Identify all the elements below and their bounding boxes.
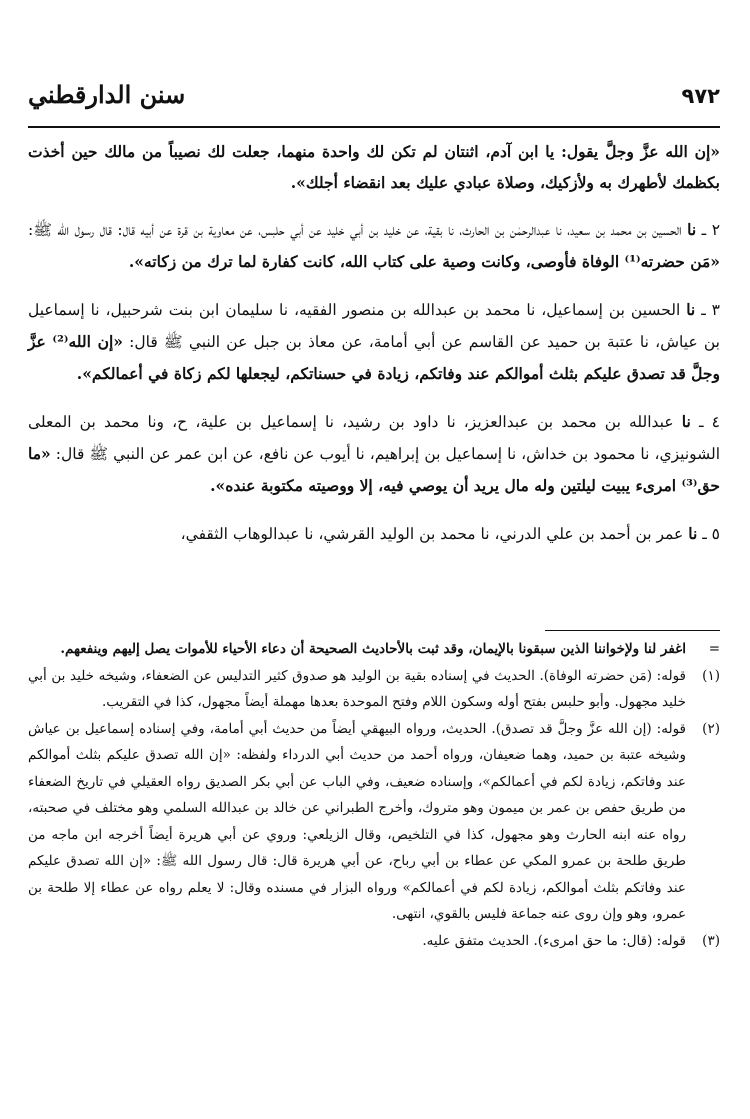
footnote-3 (28, 928, 720, 955)
footnote-marker: (٣) (702, 932, 720, 949)
hadith-matn: «إن الله⁽²⁾ عزَّ وجلَّ قد تصدق عليكم بثلث أموالكم عند وفاتكم، زيادة في حسناتكم، ليجعلها لكم زكاة في أعمالكم». (28, 332, 720, 383)
paragraph-number: ٥ ـ (702, 525, 720, 543)
paragraph-number: ٤ ـ (698, 413, 720, 431)
footnote-text: قوله: (إن الله عزَّ وجلَّ قد تصدق). الحديث، ورواه البيهقي أيضاً من حديث أبي أمامة، وفي إسناده إسماعيل بن عياش وشيخه عتبة بن حميد، وهما ضعيفان، ورواه أحمد من حديث أبي الدرداء ولفظه: «إن الله تصدق عليكم بثلث أموالكم عند وفاتكم، زيادة لكم في أعمالكم»، وإسناده ضعيف، وفي الباب عن أبي بكر الصديق رواه العقيلي في تاريخ الضعفاء من طريق حفص بن عمر بن ميمون وهو متروك، وأخرج الطبراني عن خالد بن عبدالله السلمي وهو مختلف في صحبته، رواه عنه ابنه الحارث وهو مجهول، كذا في التلخيص، وقال الزيلعي: وروي عن أبي هريرة أيضاً أخرجه ابن ماجه من طريق طلحة بن عمرو المكي عن عطاء بن أبي رباح، عن أبي هريرة قال: قال رسول الله ﷺ: «إن الله تصدق عليكم عند وفاتكم بثلث أموالكم، زيادة لكم في أعمالكم» ورواه البزار في مسنده وقال: لا يعلم رواه عن عطاء إلا طلحة بن عمرو، وهو وإن روى عنه جماعة فليس بالقوي، انتهى. (28, 720, 686, 922)
hadith-paragraph-3 (28, 294, 720, 390)
footnote-continuation-text: اغفر لنا ولإخواننا الذين سبقونا بالإيمان، وقد ثبت بالأحاديث الصحيحة أن دعاء الأحياء للأموات يصل إليهم وينفعهم. (60, 641, 686, 657)
footnote-1 (28, 663, 720, 716)
main-text (28, 136, 720, 566)
paragraph-number: ٣ ـ (701, 301, 720, 319)
footnote-text: قوله: (مَن حضرته الوفاة). الحديث في إسناده بقية بن الوليد هو صدوق كثير التدليس عن الضعفاء، وشيخه خليد بن أبي خليد مجهول. وأبو حلبس بفتح أوله وسكون اللام وفتح الموحدة بعدها مهملة أيضاً مجهول، كذا في التقريب. (28, 667, 686, 710)
footnote-text: قوله: (قال: ما حق امرىء). الحديث متفق عليه. (422, 932, 686, 949)
page-number: ٩٧٢ (681, 84, 720, 108)
page-header (28, 80, 720, 130)
footnote-marker: (٢) (702, 720, 720, 737)
hadith-paragraph-4 (28, 406, 720, 502)
header-divider (28, 126, 720, 128)
isnad-chain: الحسين بن إسماعيل، نا محمد بن عبدالله بن منصور الفقيه، نا سليمان ابن بنت شرحبيل، نا إسماعيل بن عياش، نا عتبة بن حميد عن القاسم عن أبي أمامة، عن معاذ بن جبل عن النبي ﷺ قال: (28, 301, 720, 351)
narrator-mark: نا (687, 220, 697, 239)
narrator-mark: نا (681, 412, 691, 431)
narrator-mark: نا (688, 524, 698, 543)
footnote-2 (28, 716, 720, 928)
hadith-matn: «مَن حضرته⁽¹⁾ الوفاة فأوصى، وكانت وصية على كتاب الله، كانت كفارة لما ترك من زكاته». (128, 252, 720, 271)
isnad-chain: عمر بن أحمد بن علي الدرني، نا محمد بن الوليد القرشي، نا عبدالوهاب الثقفي، (180, 525, 684, 543)
continuation-marker: = (708, 641, 720, 657)
footnotes (28, 636, 720, 954)
paragraph-number: ٢ ـ (701, 221, 721, 239)
isnad-chain: الحسين بن محمد بن سعيد، نا عبدالرحمٰن بن الحارث، نا بقية، عن خليد بن أبي خليد عن أبي حلبس، عن معاوية بن قرة عن أبيه قال: قال رسول الله ﷺ: (28, 221, 682, 239)
running-title: سنن الدارقطني (28, 80, 186, 109)
footnote-continuation (28, 636, 720, 663)
hadith-paragraph-5 (28, 518, 720, 550)
footnote-divider (545, 630, 720, 631)
isnad-chain: عبدالله بن محمد بن عبدالعزيز، نا داود بن رشيد، نا إسماعيل بن علية، ح، ونا محمد بن المعلى الشونيزي، نا محمود بن خداش، نا إسماعيل بن إبراهيم، نا أيوب عن نافع، عن ابن عمر عن النبي ﷺ قال: (28, 413, 720, 463)
narrator-mark: نا (686, 300, 696, 319)
continuation-paragraph: «إن الله عزَّ وجلَّ يقول: يا ابن آدم، اثنتان لم تكن لك واحدة منهما، جعلت لك نصيباً من مالك حين أخذت بكظمك لأطهرك به ولأزكيك، وصلاة عبادي عليك بعد انقضاء أجلك». (28, 142, 720, 192)
hadith-matn: «ما حق⁽³⁾ امرىء يبيت ليلتين وله مال يريد أن يوصي فيه، إلا ووصيته مكتوبة عنده». (28, 444, 720, 495)
footnote-marker: (١) (702, 667, 720, 684)
hadith-paragraph-2 (28, 214, 720, 278)
